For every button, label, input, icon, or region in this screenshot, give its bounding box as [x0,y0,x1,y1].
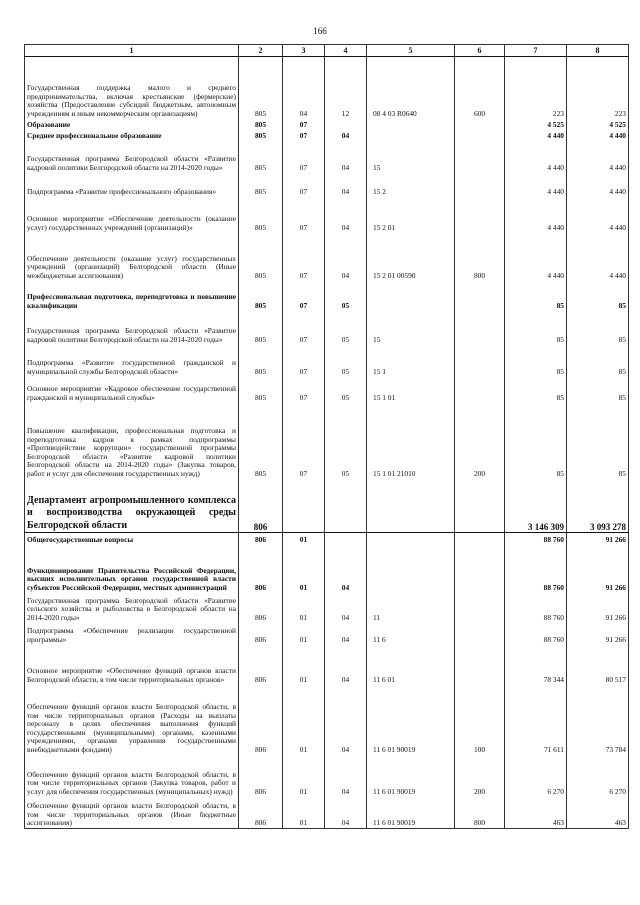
row-ministry-code: 805 [239,345,283,377]
row-section-code: 01 [283,645,325,685]
row-ministry-code: 805 [239,173,283,197]
row-expense-type [455,141,505,173]
row-subsection-code: 04 [325,685,367,755]
row-amount-2: 463 [567,797,629,829]
row-name: Государственная поддержка малого и среднего предпринимательства, включая крестьянские (фермерские) хозяйства (Предоставление субсидий бюджетным, автономным учреждениям и иным некоммерческим организациям) [25,57,239,119]
table-header-row [25,45,629,57]
row-name: Подпрограмма «Обеспечение реализации государственной программы» [25,623,239,645]
row-amount-2: 223 [567,57,629,119]
row-subsection-code: 04 [325,233,367,281]
row-section-code: 07 [283,377,325,403]
row-name: Среднее профессиональное образование [25,130,239,141]
row-ministry-code: 805 [239,377,283,403]
row-amount-2: 4 440 [567,130,629,141]
header-cell: 8 [567,45,629,57]
row-ministry-code: 806 [239,645,283,685]
row-ministry-code: 806 [239,755,283,797]
row-subsection-code: 05 [325,281,367,311]
row-subsection-code [325,533,367,545]
row-name: Функционирование Правительства Российской Федерации, высших исполнительных органов государственной власти субъектов Российской Федерации, местных администраций [25,545,239,593]
row-section-code: 04 [283,57,325,119]
row-expense-type [455,119,505,130]
row-ministry-code: 806 [239,533,283,545]
table-row [25,645,629,685]
row-amount-1: 88 760 [505,533,567,545]
row-amount-2: 91 266 [567,533,629,545]
row-expense-type [455,173,505,197]
row-target-code: 11 6 01 90019 [367,797,455,829]
row-ministry-code: 805 [239,233,283,281]
row-amount-2: 91 266 [567,545,629,593]
row-target-code: 15 2 01 [367,197,455,233]
row-amount-1: 4 525 [505,119,567,130]
row-section-code: 07 [283,130,325,141]
table-row [25,593,629,623]
row-ministry-code: 806 [239,479,283,533]
row-expense-type [455,533,505,545]
row-subsection-code: 04 [325,173,367,197]
row-expense-type: 200 [455,403,505,479]
row-ministry-code: 805 [239,311,283,345]
row-expense-type [455,281,505,311]
row-name: Обеспечение функций органов власти Белгородской области, в том числе территориальных органов (Закупка товаров, работ и услуг для обеспечения государственных (муниципальных) нужд) [25,755,239,797]
table-row [25,377,629,403]
row-ministry-code: 805 [239,281,283,311]
row-target-code: 11 6 [367,623,455,645]
table-row [25,311,629,345]
row-subsection-code: 04 [325,130,367,141]
table-row [25,479,629,533]
row-section-code: 01 [283,755,325,797]
row-amount-1: 4 440 [505,197,567,233]
row-subsection-code: 04 [325,623,367,645]
table-row [25,545,629,593]
row-subsection-code [325,119,367,130]
row-amount-2: 85 [567,345,629,377]
table-row [25,755,629,797]
row-name: Обеспечение функций органов власти Белгородской области, в том числе территориальных органов (Иные бюджетные ассигнования) [25,797,239,829]
table-row [25,345,629,377]
header-cell: 6 [455,45,505,57]
row-expense-type [455,197,505,233]
row-ministry-code: 805 [239,130,283,141]
row-amount-1: 85 [505,345,567,377]
row-subsection-code: 04 [325,755,367,797]
row-amount-2: 85 [567,403,629,479]
row-expense-type [455,593,505,623]
row-amount-1: 4 440 [505,130,567,141]
row-amount-1: 85 [505,403,567,479]
row-name: Профессиональная подготовка, переподготовка и повышение квалификации [25,281,239,311]
row-amount-1: 4 440 [505,141,567,173]
row-amount-2: 4 440 [567,197,629,233]
row-amount-1: 88 760 [505,623,567,645]
row-amount-2: 4 440 [567,141,629,173]
row-target-code: 15 [367,311,455,345]
row-target-code: 11 [367,593,455,623]
row-amount-2: 4 440 [567,173,629,197]
row-subsection-code: 04 [325,141,367,173]
row-amount-2: 4 525 [567,119,629,130]
page-number: 166 [313,26,327,36]
row-expense-type [455,377,505,403]
row-expense-type: 800 [455,233,505,281]
header-cell: 7 [505,45,567,57]
row-expense-type: 100 [455,685,505,755]
row-section-code [283,479,325,533]
table-body [25,57,629,829]
row-target-code [367,130,455,141]
header-cell: 2 [239,45,283,57]
row-subsection-code: 04 [325,197,367,233]
row-target-code: 15 2 01 00590 [367,233,455,281]
row-section-code: 01 [283,593,325,623]
row-amount-1: 88 760 [505,545,567,593]
row-section-code: 07 [283,403,325,479]
row-section-code: 07 [283,311,325,345]
row-ministry-code: 806 [239,623,283,645]
row-target-code: 11 6 01 [367,645,455,685]
table-row [25,797,629,829]
row-amount-1: 71 611 [505,685,567,755]
row-name: Общегосударственные вопросы [25,533,239,545]
row-name: Основное мероприятие «Обеспечение функций органов власти Белгородской области, в том числе территориальных органов» [25,645,239,685]
row-amount-1: 85 [505,281,567,311]
row-name: Государственная программа Белгородской области «Развитие кадровой политики Белгородской области на 2014-2020 годы» [25,311,239,345]
table-row [25,119,629,130]
row-section-code: 07 [283,141,325,173]
row-subsection-code: 05 [325,311,367,345]
row-subsection-code: 04 [325,797,367,829]
row-ministry-code: 805 [239,403,283,479]
row-amount-2: 80 517 [567,645,629,685]
row-section-code: 01 [283,545,325,593]
row-ministry-code: 806 [239,593,283,623]
row-name: Повышение квалификации, профессиональная подготовка и переподготовка кадров в рамках подпрограммы «Противодействие коррупции» государственной программы Белгородской области «Развитие кадровой политики Белгородской области на 2014-2020 годы» (Закупка товаров, работ и услуг для обеспечения государственных нужд) [25,403,239,479]
row-name: Подпрограмма «Развитие профессионального образования» [25,173,239,197]
row-subsection-code: 05 [325,403,367,479]
row-amount-1: 3 146 309 [505,479,567,533]
row-target-code: 08 4 03 R0640 [367,57,455,119]
row-target-code [367,479,455,533]
row-expense-type [455,623,505,645]
row-target-code: 15 1 01 [367,377,455,403]
row-subsection-code: 05 [325,377,367,403]
row-target-code: 15 1 01 21010 [367,403,455,479]
row-expense-type: 800 [455,797,505,829]
row-ministry-code: 805 [239,57,283,119]
row-section-code: 01 [283,685,325,755]
row-target-code [367,545,455,593]
table-row [25,281,629,311]
row-target-code: 15 [367,141,455,173]
row-amount-2: 85 [567,281,629,311]
row-amount-2: 3 093 278 [567,479,629,533]
row-subsection-code [325,479,367,533]
row-ministry-code: 806 [239,797,283,829]
row-name: Основное мероприятие «Обеспечение деятельности (оказание услуг) государственных учреждений (организаций)» [25,197,239,233]
row-name: Государственная программа Белгородской области «Развитие сельского хозяйства и рыболовства в Белгородской области на 2014-2020 годы» [25,593,239,623]
row-target-code [367,533,455,545]
row-amount-1: 6 270 [505,755,567,797]
row-amount-1: 463 [505,797,567,829]
row-subsection-code: 04 [325,645,367,685]
row-subsection-code: 04 [325,545,367,593]
row-subsection-code: 04 [325,593,367,623]
row-ministry-code: 806 [239,545,283,593]
header-cell: 5 [367,45,455,57]
row-target-code: 11 6 01 90019 [367,685,455,755]
row-expense-type [455,311,505,345]
row-amount-1: 223 [505,57,567,119]
row-section-code: 01 [283,797,325,829]
row-name: Подпрограмма «Развитие государственной гражданской и муниципальной службы Белгородской области» [25,345,239,377]
row-subsection-code: 12 [325,57,367,119]
row-name: Департамент агропромышленного комплекса и воспроизводства окружающей среды Белгородской области [25,479,239,533]
row-expense-type [455,645,505,685]
row-target-code: 15 2 [367,173,455,197]
budget-table [24,44,629,829]
row-amount-1: 88 760 [505,593,567,623]
table-row [25,533,629,545]
row-amount-1: 78 344 [505,645,567,685]
header-cell: 4 [325,45,367,57]
row-expense-type [455,479,505,533]
row-amount-1: 4 440 [505,173,567,197]
row-ministry-code: 806 [239,685,283,755]
row-expense-type: 600 [455,57,505,119]
row-target-code: 15 1 [367,345,455,377]
table-row [25,173,629,197]
row-ministry-code: 805 [239,119,283,130]
row-section-code: 07 [283,345,325,377]
row-ministry-code: 805 [239,141,283,173]
row-amount-1: 85 [505,311,567,345]
row-expense-type [455,545,505,593]
row-expense-type: 200 [455,755,505,797]
row-target-code: 11 6 01 90019 [367,755,455,797]
row-section-code: 07 [283,173,325,197]
table-row [25,233,629,281]
row-name: Основное мероприятие «Кадровое обеспечение государственной гражданской и муниципальной службы» [25,377,239,403]
row-amount-2: 73 784 [567,685,629,755]
row-name: Государственная программа Белгородской области «Развитие кадровой политики Белгородской области на 2014-2020 годы» [25,141,239,173]
header-cell: 1 [25,45,239,57]
row-amount-2: 6 270 [567,755,629,797]
row-section-code: 01 [283,623,325,645]
table-row [25,57,629,119]
table-row [25,141,629,173]
row-section-code: 07 [283,119,325,130]
header-cell: 3 [283,45,325,57]
row-amount-1: 4 440 [505,233,567,281]
row-section-code: 07 [283,281,325,311]
table-row [25,623,629,645]
table-row [25,130,629,141]
table-row [25,197,629,233]
row-target-code [367,281,455,311]
row-amount-2: 91 266 [567,623,629,645]
row-ministry-code: 805 [239,197,283,233]
table-row [25,403,629,479]
row-expense-type [455,130,505,141]
row-section-code: 01 [283,533,325,545]
row-name: Образование [25,119,239,130]
row-amount-1: 85 [505,377,567,403]
row-name: Обеспечение деятельности (оказание услуг) государственных учреждений (организаций) Белгородской области (Иные межбюджетные ассигнования) [25,233,239,281]
row-section-code: 07 [283,233,325,281]
row-expense-type [455,345,505,377]
row-amount-2: 4 440 [567,233,629,281]
row-amount-2: 85 [567,377,629,403]
row-target-code [367,119,455,130]
row-name: Обеспечение функций органов власти Белгородской области, в том числе территориальных органов (Расходы на выплаты персоналу в целях обеспечения выполнения функций государственными (муниципальными) органами, казенными учреждениями, органами управления государственными внебюджетными фондами) [25,685,239,755]
row-amount-2: 85 [567,311,629,345]
row-amount-2: 91 266 [567,593,629,623]
row-subsection-code: 05 [325,345,367,377]
table-row [25,685,629,755]
row-section-code: 07 [283,197,325,233]
